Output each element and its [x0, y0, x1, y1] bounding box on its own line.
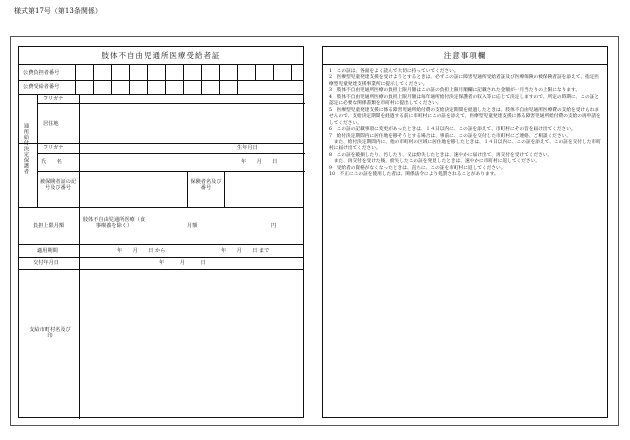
row-divider: [19, 257, 303, 258]
birth-date-label: 生年月日: [237, 145, 258, 151]
digit-box-divider: [201, 65, 202, 80]
row-divider: [37, 171, 305, 172]
monthly-label: 月額: [187, 223, 198, 229]
insurer-name-label: 保険者名及び番号: [190, 179, 222, 192]
digit-box-divider: [147, 80, 148, 94]
notice-item: 5 医療型児童発達支援に係る障害児通所給付費の支給決定期間を経過したときは、肢体不自由児通所医療費の支給を受けられませんので、支給決定期間を経過する前に市町村にこの証を添えて、医療型児童発達支援に係る障害児通所給付費の支給の再申請をしてください。: [329, 107, 601, 126]
notice-item: 7 給付決定期間内に居住地を移そうとする場合は、事前に、この証を交付した市町村にご連絡、ご相談ください。: [329, 133, 572, 139]
column-divider: [224, 171, 225, 207]
row-divider: [19, 207, 303, 208]
yen-unit: 円: [271, 223, 277, 229]
form-number-label: 様式第17号（第13条関係）: [14, 7, 102, 15]
digit-box-divider: [165, 80, 166, 94]
row-divider: [19, 143, 303, 144]
column-divider: [187, 171, 188, 207]
period-from: 年 月 日 から: [117, 248, 166, 254]
certificate-title: 肢体不自由児通所医療受給者証: [19, 47, 303, 65]
notice-item: 2 医療型児童発達支援を受けようとするときは、必ずこの証に障害児通所受給者証及び医療保険の被保険者証を添えて、指定医療型児童発達支援事業所に提示してください。: [329, 75, 600, 87]
address-label: 居住地: [43, 121, 59, 127]
furigana-label: フリガナ: [43, 96, 64, 102]
digit-box-divider: [183, 65, 184, 80]
digit-box-divider: [93, 80, 94, 94]
digit-box-divider: [93, 65, 94, 80]
notice-item: 4 肢体不自由児通所医療の負担上限月額は毎年通所給付決定保護者の収入等に応じて決定しますので、所定の時期に、この証と認定に必要な関係書類を市町村に提出してください。: [329, 94, 600, 107]
digit-box-divider: [201, 80, 202, 94]
notice-item: 9 受給者の資格がなくなったときは、直ちに、この証を市町村に返してください。: [329, 165, 506, 171]
notice-item: また、再交付を受けた後、紛失したこの証を発見したときは、速やかに市町村に返してください。: [329, 159, 540, 165]
notice-item: 3 肢体不自由児通所医療の負担上限月額はこの証の負担上限月額欄に記載された金額が一月当たりの上限になります。: [329, 88, 581, 94]
digit-box-divider: [183, 80, 184, 94]
digit-box-divider: [255, 65, 256, 80]
notice-list: [329, 69, 601, 179]
row-divider: [19, 80, 303, 81]
digit-box-divider: [237, 65, 238, 80]
row-divider: [37, 153, 305, 154]
name-label: 氏 名: [41, 159, 62, 165]
period-label: 適用期間: [37, 248, 58, 254]
digit-box-divider: [273, 65, 274, 80]
certificate-form: [18, 46, 304, 418]
notice-title: 注意事項欄: [323, 47, 607, 65]
notice-panel: [322, 46, 608, 418]
row-divider: [37, 103, 305, 104]
digit-box-divider: [165, 65, 166, 80]
limit-label: 負担上限月額: [33, 223, 65, 229]
digit-box-divider: [111, 80, 112, 94]
digit-box-divider: [129, 65, 130, 80]
digit-box-divider: [147, 65, 148, 80]
column-divider: [75, 65, 76, 94]
notice-item: また、給付決定期間内に、他の市町村の区域に居住地を移したときは、１４日以内に、この証を添えて、この証を交付した市町村に届け出てください。: [329, 139, 601, 152]
municipality-label: 支給市町村名及び印: [29, 327, 71, 340]
column-divider: [79, 244, 80, 419]
notice-item: 8 この証を破損したり、汚したり、又は紛失したときは、速やかに届け出て、再交付を受けてください。: [329, 152, 553, 158]
notice-item: 10 不正にこの証を使用した者は、関係法令により処罰されることがあります。: [329, 172, 499, 178]
digit-box-divider: [111, 65, 112, 80]
digit-box-divider: [129, 80, 130, 94]
insurance-number-label: 被保険者証の記号及び番号: [39, 179, 77, 192]
digit-box-divider: [219, 65, 220, 80]
column-divider: [37, 94, 38, 207]
digit-box-divider: [237, 80, 238, 94]
row-divider: [19, 269, 303, 270]
notice-item: 1 この証は、各面をよく読んで大切に持っていてください。: [329, 69, 459, 74]
row-divider: [19, 94, 303, 95]
guardian-section-label: 通所給付決定保護者: [23, 123, 29, 175]
digit-box-divider: [291, 65, 292, 80]
row-divider: [19, 244, 303, 245]
furigana-label: フリガナ: [43, 145, 64, 151]
birth-date-field: 年 月 日: [241, 159, 278, 165]
issue-date-label: 交付年月日: [33, 260, 59, 266]
issue-date-field: 年 月 日: [159, 260, 206, 266]
column-divider: [79, 94, 80, 244]
digit-box-divider: [219, 80, 220, 94]
payer-number-label: 公費負担者番号: [23, 70, 60, 76]
notice-item: 6 この証の記載事項に変更があったときは、１４日以内に、この証を添えて、市町村にその旨を届け出てください。: [329, 127, 576, 133]
limit-description: 肢体不自由児通所医療（食事療養を除く）: [82, 217, 146, 230]
recipient-number-label: 公費受給者番号: [23, 84, 60, 90]
period-to: 年 月 日 まで: [221, 248, 270, 254]
